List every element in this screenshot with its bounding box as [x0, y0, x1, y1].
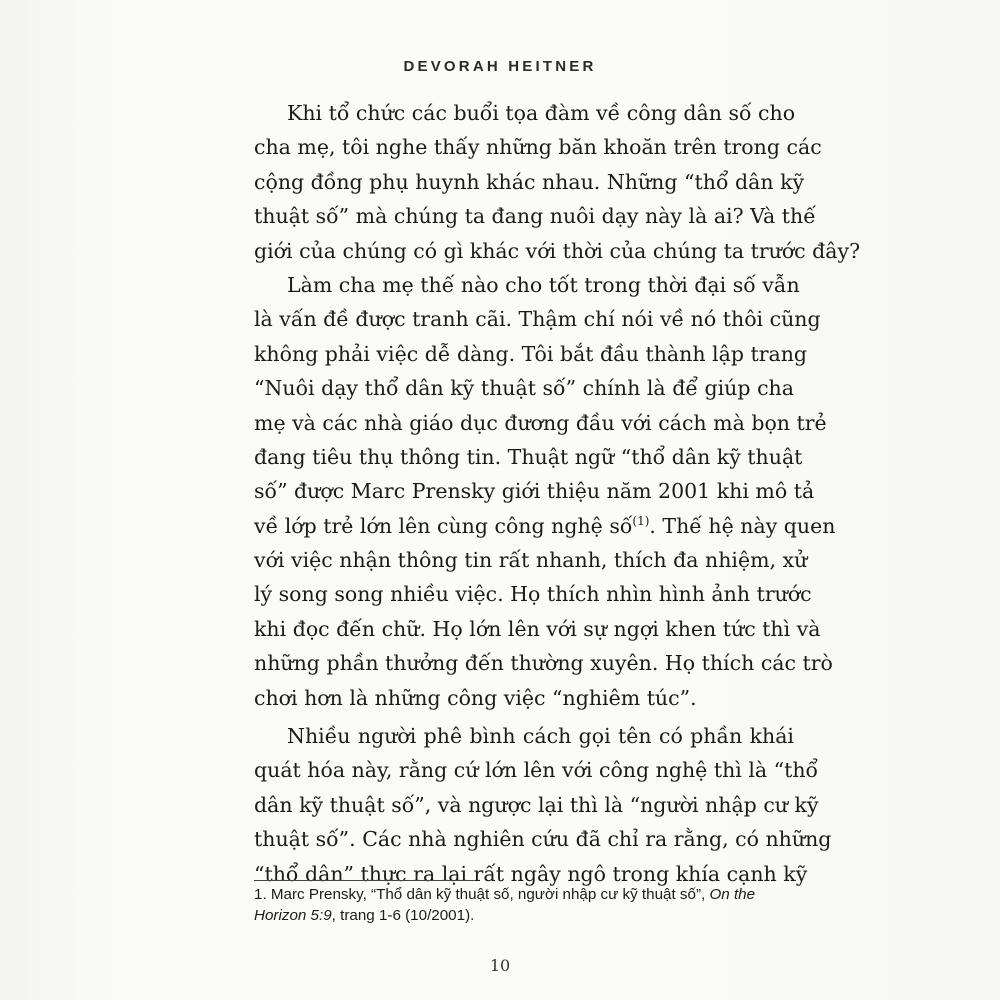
- note-line-text: về lớp trẻ lớn lên cùng công nghệ số: [254, 513, 633, 538]
- footnote-divider: [254, 880, 474, 881]
- body-text: [254, 96, 861, 891]
- text-line: chơi hơn là những công việc “nghiêm túc”.: [254, 685, 697, 710]
- text-line: số” được Marc Prensky giới thiệu năm 2001 khi mô tả: [254, 479, 815, 504]
- text-line: cha mẹ, tôi nghe thấy những băn khoăn trên trong các: [254, 135, 822, 160]
- text-line: quát hóa này, rằng cứ lớn lên với công nghệ thì là “thổ: [254, 758, 819, 783]
- footnote: [254, 884, 799, 926]
- text-line: những phần thưởng đến thường xuyên. Họ thích các trò: [254, 651, 833, 676]
- text-line: với việc nhận thông tin rất nhanh, thích đa nhiệm, xử: [254, 548, 808, 573]
- text-line: “thổ dân” thực ra lại rất ngây ngô trong khía cạnh kỹ: [254, 861, 808, 886]
- note-line-rest: . Thế hệ này quen: [649, 513, 836, 538]
- text-line: thuật số” mà chúng ta đang nuôi dạy này là ai? Và thế: [254, 204, 816, 229]
- text-line: không phải việc dễ dàng. Tôi bắt đầu thành lập trang: [254, 341, 808, 366]
- text-line: đang tiêu thụ thông tin. Thuật ngữ “thổ dân kỹ thuật: [254, 444, 803, 469]
- text-line: khi đọc đến chữ. Họ lớn lên với sự ngợi khen tức thì và: [254, 616, 821, 641]
- text-line: là vấn đề được tranh cãi. Thậm chí nói về nó thôi cũng: [254, 307, 821, 332]
- text-line: “Nuôi dạy thổ dân kỹ thuật số” chính là để giúp cha: [254, 376, 794, 401]
- footnote-journal: On the Horizon 5:9: [254, 886, 756, 924]
- footnote-prefix: 1. Marc Prensky, “Thổ dân kỹ thuật số, người nhập cư kỹ thuật số”,: [254, 886, 710, 903]
- text-line: mẹ và các nhà giáo dục đương đầu với cách mà bọn trẻ: [254, 410, 827, 435]
- page-number: 10: [489, 956, 511, 975]
- text-line: Làm cha mẹ thế nào cho tốt trong thời đại số vẫn: [287, 272, 800, 297]
- footnote-marker: (1): [632, 513, 650, 528]
- text-line: dân kỹ thuật số”, và ngược lại thì là “người nhập cư kỹ: [254, 792, 819, 817]
- text-line: cộng đồng phụ huynh khác nhau. Những “thổ dân kỹ: [254, 169, 805, 194]
- footnote-suffix: , trang 1-6 (10/2001).: [331, 907, 475, 924]
- running-head: DEVORAH HEITNER: [403, 58, 597, 75]
- text-line-with-footnote: [254, 509, 836, 543]
- text-line: lý song song nhiều việc. Họ thích nhìn hình ảnh trước: [254, 582, 812, 607]
- text-line: Khi tổ chức các buổi tọa đàm về công dân số cho: [287, 101, 796, 125]
- text-line: Nhiều người phê bình cách gọi tên có phần khái: [287, 724, 794, 749]
- text-line: giới của chúng có gì khác với thời của chúng ta trước đây?: [254, 238, 861, 263]
- text-line: thuật số”. Các nhà nghiên cứu đã chỉ ra rằng, có những: [254, 827, 832, 852]
